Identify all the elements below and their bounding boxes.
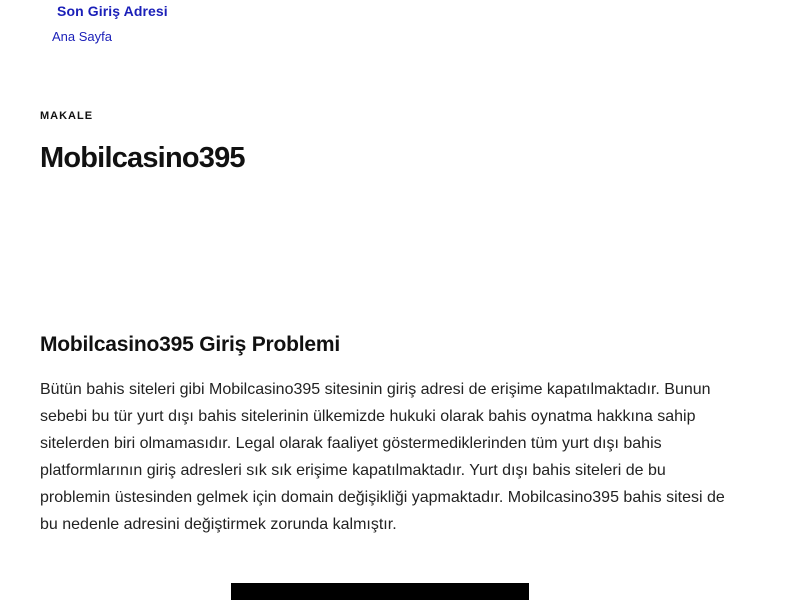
post-category[interactable]: MAKALE: [40, 110, 94, 122]
embedded-image: [231, 583, 529, 600]
article-paragraph: Bütün bahis siteleri gibi Mobilcasino395 sitesinin giriş adresi de erişime kapatılmaktadır. Bunun sebebi bu tür yurt dışı bahis sitelerinin ülkemizde hukuki olarak bahis oynatma hakkına sahip sitelerden biri olmamasıdır. Legal olarak faaliyet göstermediklerinden tüm yurt dışı bahis platformlarının giriş adresleri sık sık erişime kapatılmaktadır. Yurt dışı bahis siteleri de bu problemin üstesinden gelmek için domain değişikliği yapmaktadır. Mobilcasino395 bahis sitesi de bu nedenle adresini değiştirmek zorunda kalmıştır.: [40, 381, 725, 533]
site-title-link[interactable]: Son Giriş Adresi: [57, 3, 168, 19]
section-heading: Mobilcasino395 Giriş Problemi: [40, 333, 340, 356]
post-title: Mobilcasino395: [40, 142, 245, 174]
nav-item-home[interactable]: Ana Sayfa: [52, 29, 112, 44]
